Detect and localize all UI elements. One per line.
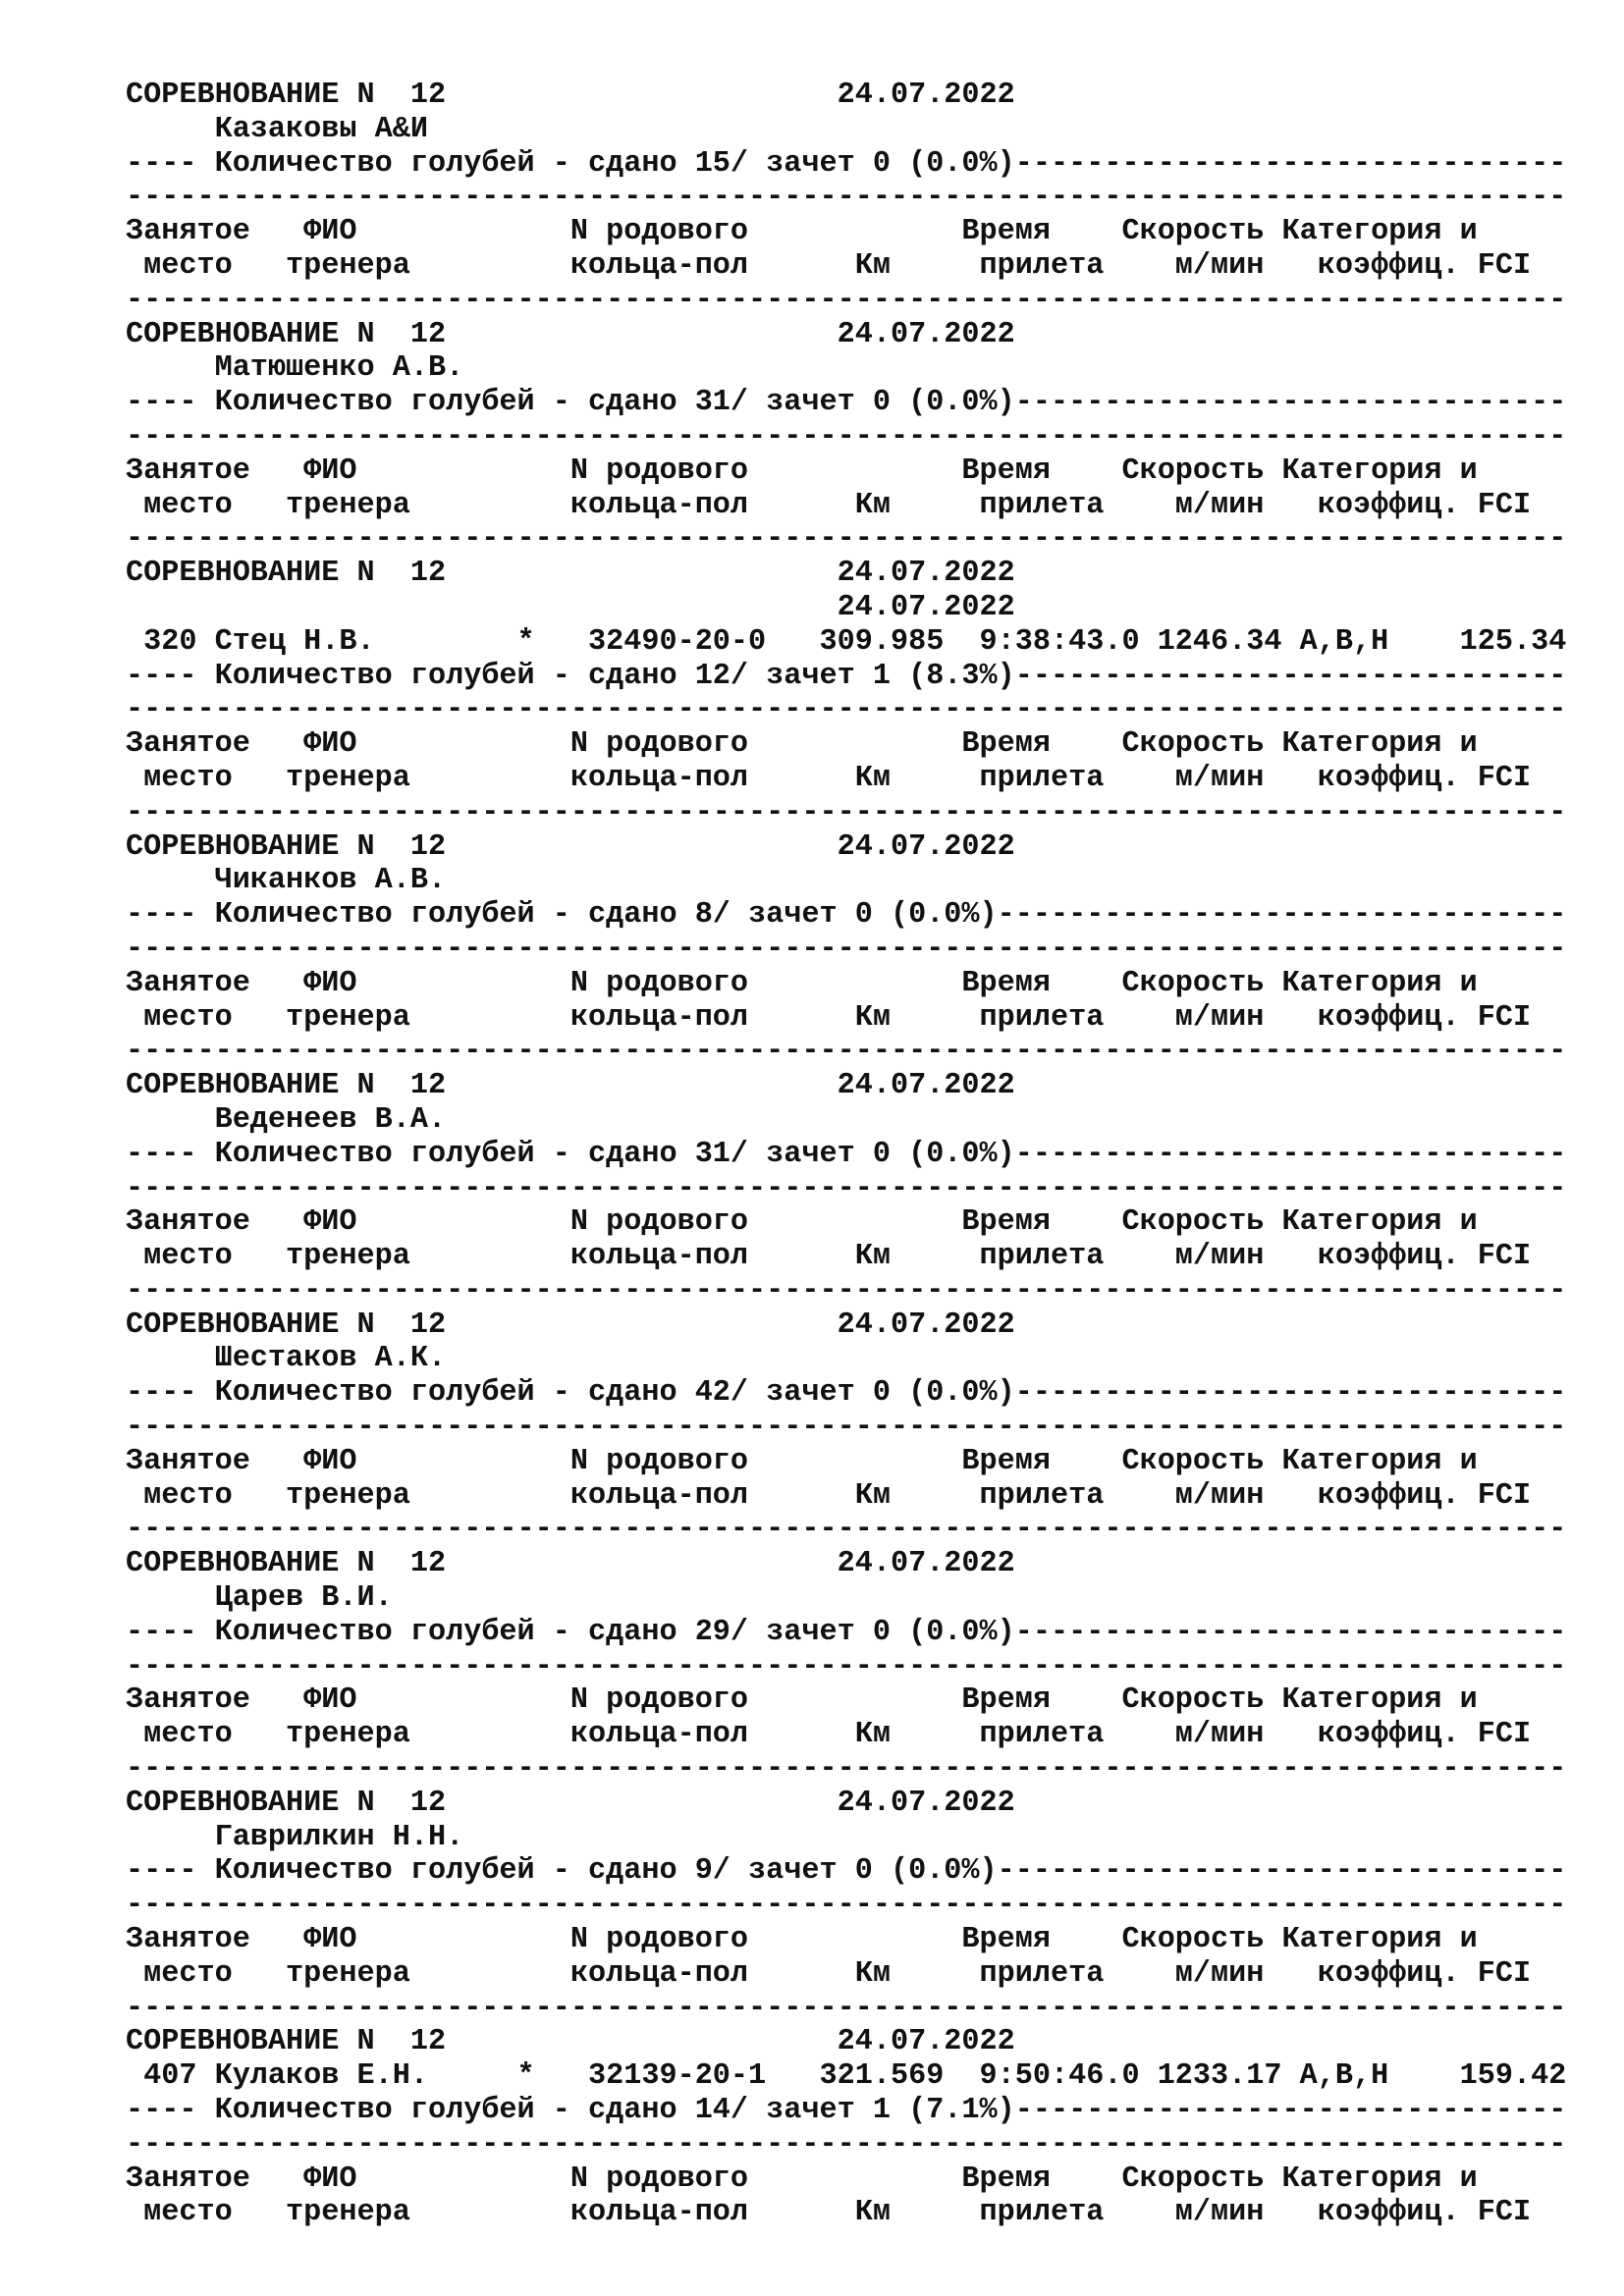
separator-line: ---------------------------------------------------------------------------------: [126, 283, 1567, 317]
result-row: 320 Стец Н.В. * 32490-20-0 309.985 9:38:43.0 1246.34 A,B,H 125.34: [126, 624, 1567, 659]
separator-line: ---------------------------------------------------------------------------------: [126, 522, 1567, 557]
separator-line: ---------------------------------------------------------------------------------: [126, 795, 1567, 829]
competition-section: [126, 79, 1608, 318]
table-header-row2: место тренера кольца-пол Км прилета м/мин коэффиц. FCI: [126, 1240, 1532, 1274]
competition-section: [126, 318, 1608, 558]
trainer-name-line: Веденеев В.А.: [126, 1102, 447, 1137]
separator-line: ---------------------------------------------------------------------------------: [126, 932, 1567, 966]
competition-section: [126, 830, 1608, 1070]
competition-section: [126, 1308, 1608, 1548]
separator-line: ---------------------------------------------------------------------------------: [126, 1649, 1567, 1683]
table-header-row1: Занятое ФИО N родового Время Скорость Категория и: [126, 1923, 1478, 1957]
table-header-row1: Занятое ФИО N родового Время Скорость Категория и: [126, 1444, 1478, 1478]
table-header-row1: Занятое ФИО N родового Время Скорость Категория и: [126, 215, 1478, 249]
table-header-row1: Занятое ФИО N родового Время Скорость Категория и: [126, 727, 1478, 762]
competition-section: [126, 557, 1608, 829]
pigeon-count-line: ---- Количество голубей - сдано 31/ зачет 0 (0.0%)-------------------------------: [126, 1137, 1567, 1171]
separator-line: ---------------------------------------------------------------------------------: [126, 1273, 1567, 1308]
table-header-row2: место тренера кольца-пол Км прилета м/мин коэффиц. FCI: [126, 248, 1532, 283]
separator-line: ---------------------------------------------------------------------------------: [126, 419, 1567, 454]
competition-section: [126, 1547, 1608, 1787]
table-header-row1: Занятое ФИО N родового Время Скорость Категория и: [126, 1683, 1478, 1718]
separator-line: ---------------------------------------------------------------------------------: [126, 1513, 1567, 1547]
pigeon-count-line: ---- Количество голубей - сдано 31/ зачет 0 (0.0%)-------------------------------: [126, 386, 1567, 420]
separator-line: ---------------------------------------------------------------------------------: [126, 1411, 1567, 1445]
separator-line: ---------------------------------------------------------------------------------: [126, 693, 1567, 727]
separator-line: ---------------------------------------------------------------------------------: [126, 1035, 1567, 1069]
trainer-name-line: Чиканков А.В.: [126, 864, 447, 898]
competition-section: [126, 1069, 1608, 1308]
table-header-row2: место тренера кольца-пол Км прилета м/мин коэффиц. FCI: [126, 2196, 1532, 2230]
separator-line: ---------------------------------------------------------------------------------: [126, 181, 1567, 215]
table-header-row1: Занятое ФИО N родового Время Скорость Категория и: [126, 1205, 1478, 1240]
separator-line: ---------------------------------------------------------------------------------: [126, 1889, 1567, 1923]
pigeon-count-line: ---- Количество голубей - сдано 15/ зачет 0 (0.0%)-------------------------------: [126, 146, 1567, 181]
table-header-row2: место тренера кольца-пол Км прилета м/мин коэффиц. FCI: [126, 1000, 1532, 1035]
pigeon-count-line: ---- Количество голубей - сдано 29/ зачет 0 (0.0%)-------------------------------: [126, 1615, 1567, 1649]
section-header-line: СОРЕВНОВАНИЕ N 12 24.07.2022: [126, 1547, 1015, 1581]
pigeon-count-line: ---- Количество голубей - сдано 12/ зачет 1 (8.3%)-------------------------------: [126, 659, 1567, 693]
result-row: 407 Кулаков Е.Н. * 32139-20-1 321.569 9:50:46.0 1233.17 A,B,H 159.42: [126, 2059, 1567, 2094]
trainer-name-line: Гаврилкин Н.Н.: [126, 1820, 464, 1854]
table-header-row2: место тренера кольца-пол Км прилета м/мин коэффиц. FCI: [126, 761, 1532, 795]
section-header-line: СОРЕВНОВАНИЕ N 12 24.07.2022: [126, 317, 1015, 351]
separator-line: ---------------------------------------------------------------------------------: [126, 1171, 1567, 1205]
competition-section: [126, 1787, 1608, 2026]
pigeon-count-line: ---- Количество голубей - сдано 9/ зачет 0 (0.0%)--------------------------------: [126, 1854, 1567, 1889]
separator-line: ---------------------------------------------------------------------------------: [126, 1991, 1567, 2025]
trainer-name-line: Матюшенко А.В.: [126, 351, 464, 386]
separator-line: ---------------------------------------------------------------------------------: [126, 2127, 1567, 2162]
table-header-row1: Занятое ФИО N родового Время Скорость Категория и: [126, 966, 1478, 1000]
table-header-row2: место тренера кольца-пол Км прилета м/мин коэффиц. FCI: [126, 1478, 1532, 1513]
trainer-name-line: Царев В.И.: [126, 1581, 393, 1616]
table-header-row2: место тренера кольца-пол Км прилета м/мин коэффиц. FCI: [126, 1956, 1532, 1991]
separator-line: ---------------------------------------------------------------------------------: [126, 1752, 1567, 1787]
section-header-line: СОРЕВНОВАНИЕ N 12 24.07.2022: [126, 1069, 1015, 1103]
pigeon-count-line: ---- Количество голубей - сдано 8/ зачет 0 (0.0%)--------------------------------: [126, 898, 1567, 933]
pigeon-count-line: ---- Количество голубей - сдано 42/ зачет 0 (0.0%)-------------------------------: [126, 1376, 1567, 1411]
section-header-line: СОРЕВНОВАНИЕ N 12 24.07.2022: [126, 829, 1015, 864]
section-header-line: СОРЕВНОВАНИЕ N 12 24.07.2022: [126, 1786, 1015, 1820]
table-header-row1: Занятое ФИО N родового Время Скорость Категория и: [126, 454, 1478, 488]
table-header-row2: место тренера кольца-пол Км прилета м/мин коэффиц. FCI: [126, 488, 1532, 522]
section-header-line: СОРЕВНОВАНИЕ N 12 24.07.2022: [126, 1308, 1015, 1342]
table-header-row1: Занятое ФИО N родового Время Скорость Категория и: [126, 2162, 1478, 2196]
section-header-line: СОРЕВНОВАНИЕ N 12 24.07.2022: [126, 79, 1015, 112]
section-header-line: СОРЕВНОВАНИЕ N 12 24.07.2022: [126, 2025, 1015, 2059]
pigeon-count-line: ---- Количество голубей - сдано 14/ зачет 1 (7.1%)-------------------------------: [126, 2094, 1567, 2128]
trainer-name-line: Шестаков А.К.: [126, 1342, 447, 1376]
competition-report: [126, 79, 1608, 2230]
table-header-row2: место тренера кольца-пол Км прилета м/мин коэффиц. FCI: [126, 1718, 1532, 1752]
trainer-name-line: Казаковы А&И: [126, 112, 428, 146]
competition-section: [126, 2025, 1608, 2230]
section-header-line: СОРЕВНОВАНИЕ N 12 24.07.2022: [126, 557, 1015, 591]
section-date-line: 24.07.2022: [126, 590, 1015, 624]
